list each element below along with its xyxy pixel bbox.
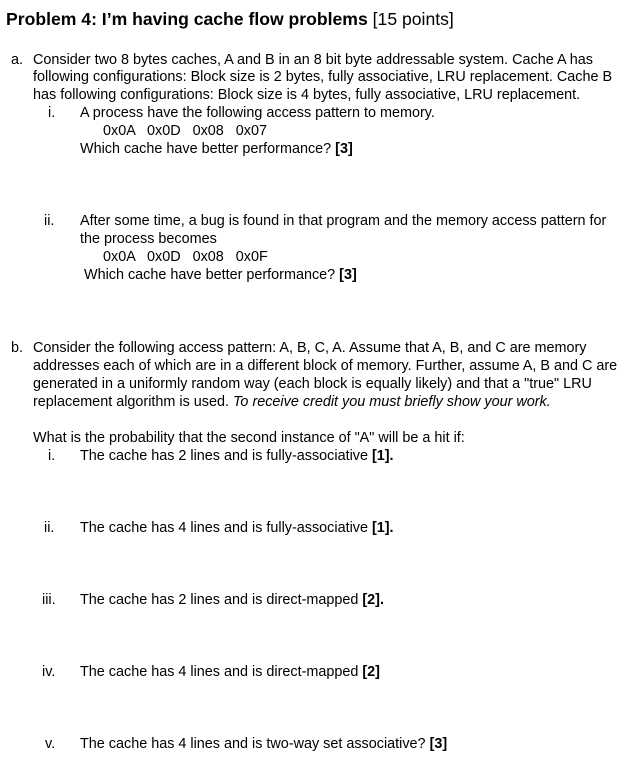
part-b-question: What is the probability that the second instance of "A" will be a hit if: [33,430,465,446]
part-b-item-iii-text: The cache has 2 lines and is direct-mapped [80,592,359,608]
part-b-item-iii-points: [2]. [362,592,384,608]
part-a-ii-marker: ii. [44,213,55,229]
part-a-ii-text-line-2: the process becomes [80,231,217,247]
part-a-intro-line-1: Consider two 8 bytes caches, A and B in an 8 bit byte addressable system. Cache A has [33,52,593,68]
part-b-item-i-text: The cache has 2 lines and is fully-associative [80,448,368,464]
part-b-item-ii-text: The cache has 4 lines and is fully-associative [80,520,368,536]
problem-title-points: [15 points] [372,9,454,29]
part-b-intro-line-2: addresses each of which are in a different block of memory. Further, assume A, B and C are [33,358,618,374]
part-b-item-iv-marker: iv. [42,664,56,680]
part-b-intro-line-4-plain: replacement algorithm is used. [33,394,229,410]
part-b-item-iv-points: [2] [362,664,380,680]
part-a-ii-text-line-1: After some time, a bug is found in that program and the memory access pattern for [80,213,607,229]
part-a-i-text: A process have the following access pattern to memory. [80,105,435,121]
part-b-item-ii [80,520,394,537]
part-b-intro-line-3: generated in a uniformly random way (each block is equally likely) and that a "true" LRU [33,376,592,392]
part-a-i-access-pattern: 0x0A 0x0D 0x08 0x07 [103,123,267,139]
part-b-marker: b. [11,340,24,356]
part-a-ii-question-text: Which cache have better performance? [84,267,336,283]
part-a-ii-points: [3] [339,267,357,283]
part-b-item-v-points: [3] [429,736,448,752]
part-a-ii-access-pattern: 0x0A 0x0D 0x08 0x0F [103,249,268,265]
part-b-item-v-text: The cache has 4 lines and is two-way set associative? [80,736,426,752]
part-b-item-iii-marker: iii. [42,592,56,608]
part-b-show-work-note: To receive credit you must briefly show your work. [232,394,551,410]
part-a-i-marker: i. [48,105,56,121]
problem-title-bold: Problem 4: I’m having cache flow problems [6,9,368,29]
part-a-i-points: [3] [335,141,353,157]
part-b-intro-line-4 [33,394,551,411]
part-b-item-iv [80,664,380,681]
part-a-intro-line-2: following configurations: Block size is 2 bytes, fully associative, LRU replacement. Cache B [33,69,613,85]
part-b-item-iv-text: The cache has 4 lines and is direct-mapped [80,664,359,680]
part-a-i-question [80,141,353,158]
part-b-item-iii [80,592,384,609]
part-b-item-i-points: [1]. [371,448,394,464]
part-b-item-ii-points: [1]. [371,520,394,536]
problem-title [6,9,454,30]
part-a-intro-line-3: has following configurations: Block size is 4 bytes, fully associative, LRU replacement. [33,87,581,103]
part-b-item-v-marker: v. [45,736,56,752]
part-b-item-v [80,736,447,753]
part-a-i-question-text: Which cache have better performance? [80,141,332,157]
part-b-item-ii-marker: ii. [44,520,55,536]
part-a-ii-question [84,267,357,284]
part-a-marker: a. [11,52,24,68]
part-b-intro-line-1: Consider the following access pattern: A, B, C, A. Assume that A, B, and C are memory [33,340,587,356]
part-b-item-i [80,448,394,465]
part-b-item-i-marker: i. [48,448,56,464]
